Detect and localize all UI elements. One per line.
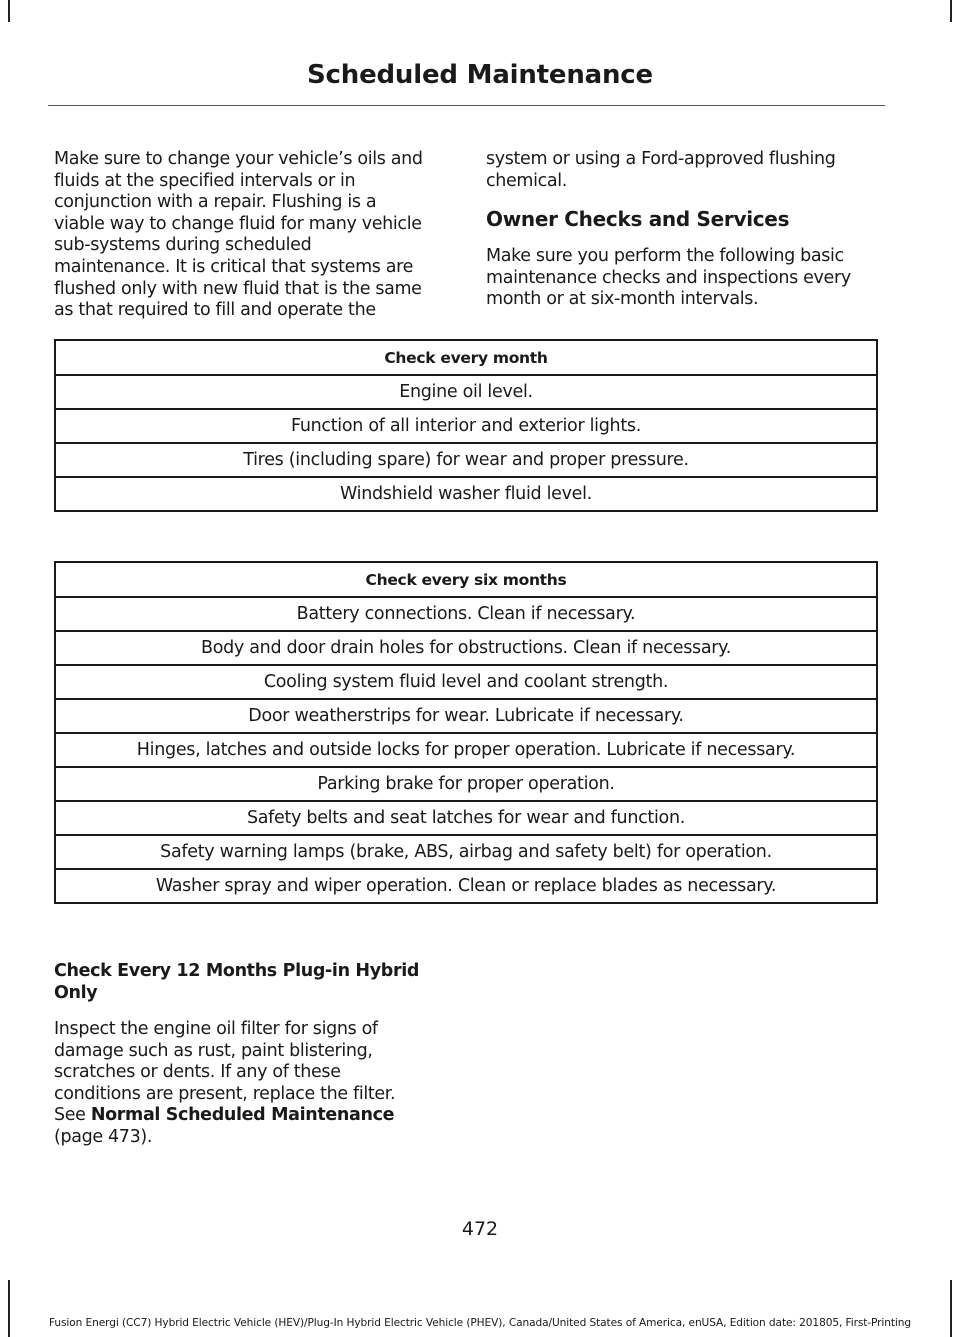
intro-paragraph-right xyxy=(486,149,886,192)
text-line: system or using a Ford-approved flushing xyxy=(486,149,836,169)
table-row xyxy=(55,869,877,903)
crop-mark xyxy=(950,0,952,22)
text-line: month or at six-month intervals. xyxy=(486,289,759,310)
table-row xyxy=(55,801,877,835)
table-cell: Washer spray and wiper operation. Clean or replace blades as necessary. xyxy=(55,869,877,903)
text-line: maintenance. It is critical that systems are xyxy=(54,256,414,277)
text-line: damage such as rust, paint blistering, xyxy=(54,1040,373,1061)
table-cell: Safety belts and seat latches for wear and function. xyxy=(55,801,877,835)
table-row xyxy=(55,631,877,665)
table-row xyxy=(55,733,877,767)
table-row xyxy=(55,443,877,477)
plugin-hybrid-paragraph xyxy=(54,1019,474,1149)
table-header-row xyxy=(55,562,877,597)
table-header: Check every six months xyxy=(55,562,877,597)
text-line: fluids at the specified intervals or in xyxy=(54,170,356,191)
owner-checks-heading: Owner Checks and Services xyxy=(486,207,790,231)
table-cell: Body and door drain holes for obstructions. Clean if necessary. xyxy=(55,631,877,665)
heading-line: Only xyxy=(54,982,98,1003)
table-row xyxy=(55,597,877,631)
text-line: viable way to change fluid for many vehicle xyxy=(54,213,422,234)
page-reference: (page 473). xyxy=(54,1126,153,1147)
monthly-checks-table xyxy=(54,339,878,512)
normal-scheduled-maintenance-link[interactable]: Normal Scheduled Maintenance xyxy=(90,1105,395,1126)
table-header: Check every month xyxy=(55,340,877,375)
table-row xyxy=(55,699,877,733)
text-line: scratches or dents. If any of these xyxy=(54,1062,341,1083)
intro-paragraph-left xyxy=(54,149,454,322)
plugin-hybrid-heading xyxy=(54,961,474,1004)
text-line: conjunction with a repair. Flushing is a xyxy=(54,192,377,213)
six-month-checks-table xyxy=(54,561,878,904)
text-line: flushed only with new fluid that is the same xyxy=(54,278,422,299)
heading-line: Check Every 12 Months Plug-in Hybrid xyxy=(54,961,420,981)
header-divider xyxy=(48,105,885,106)
table-row xyxy=(55,665,877,699)
table-cell: Door weatherstrips for wear. Lubricate if necessary. xyxy=(55,699,877,733)
footer-edition-info: Fusion Energi (CC7) Hybrid Electric Vehicle (HEV)/Plug-In Hybrid Electric Vehicle (PHEV), Canada/United States of America, enUSA, Edition date: 201805, First-Printing xyxy=(48,1317,911,1329)
owner-checks-paragraph xyxy=(486,246,886,311)
table-header-row xyxy=(55,340,877,375)
text-line: maintenance checks and inspections every xyxy=(486,267,851,288)
table-row xyxy=(55,835,877,869)
table-cell: Safety warning lamps (brake, ABS, airbag and safety belt) for operation. xyxy=(55,835,877,869)
text-line: Inspect the engine oil filter for signs of xyxy=(54,1019,378,1039)
table-row xyxy=(55,375,877,409)
page-number: 472 xyxy=(461,1218,499,1240)
table-cell: Cooling system fluid level and coolant strength. xyxy=(55,665,877,699)
text-line: as that required to fill and operate the xyxy=(54,300,376,321)
table-cell: Parking brake for proper operation. xyxy=(55,767,877,801)
text-line: conditions are present, replace the filter. xyxy=(54,1083,396,1104)
text-line: sub-systems during scheduled xyxy=(54,235,312,256)
page-title: Scheduled Maintenance xyxy=(307,60,653,90)
table-row xyxy=(55,477,877,511)
table-cell: Battery connections. Clean if necessary. xyxy=(55,597,877,631)
table-cell: Windshield washer fluid level. xyxy=(55,477,877,511)
see-prefix: See xyxy=(54,1105,91,1126)
table-row xyxy=(55,409,877,443)
table-cell: Hinges, latches and outside locks for proper operation. Lubricate if necessary. xyxy=(55,733,877,767)
table-cell: Function of all interior and exterior lights. xyxy=(55,409,877,443)
text-line: chemical. xyxy=(486,170,568,191)
text-line: Make sure to change your vehicle’s oils and xyxy=(54,149,423,169)
table-cell: Tires (including spare) for wear and proper pressure. xyxy=(55,443,877,477)
table-row xyxy=(55,767,877,801)
table-cell: Engine oil level. xyxy=(55,375,877,409)
crop-mark xyxy=(8,0,10,22)
text-line: Make sure you perform the following basic xyxy=(486,246,844,266)
